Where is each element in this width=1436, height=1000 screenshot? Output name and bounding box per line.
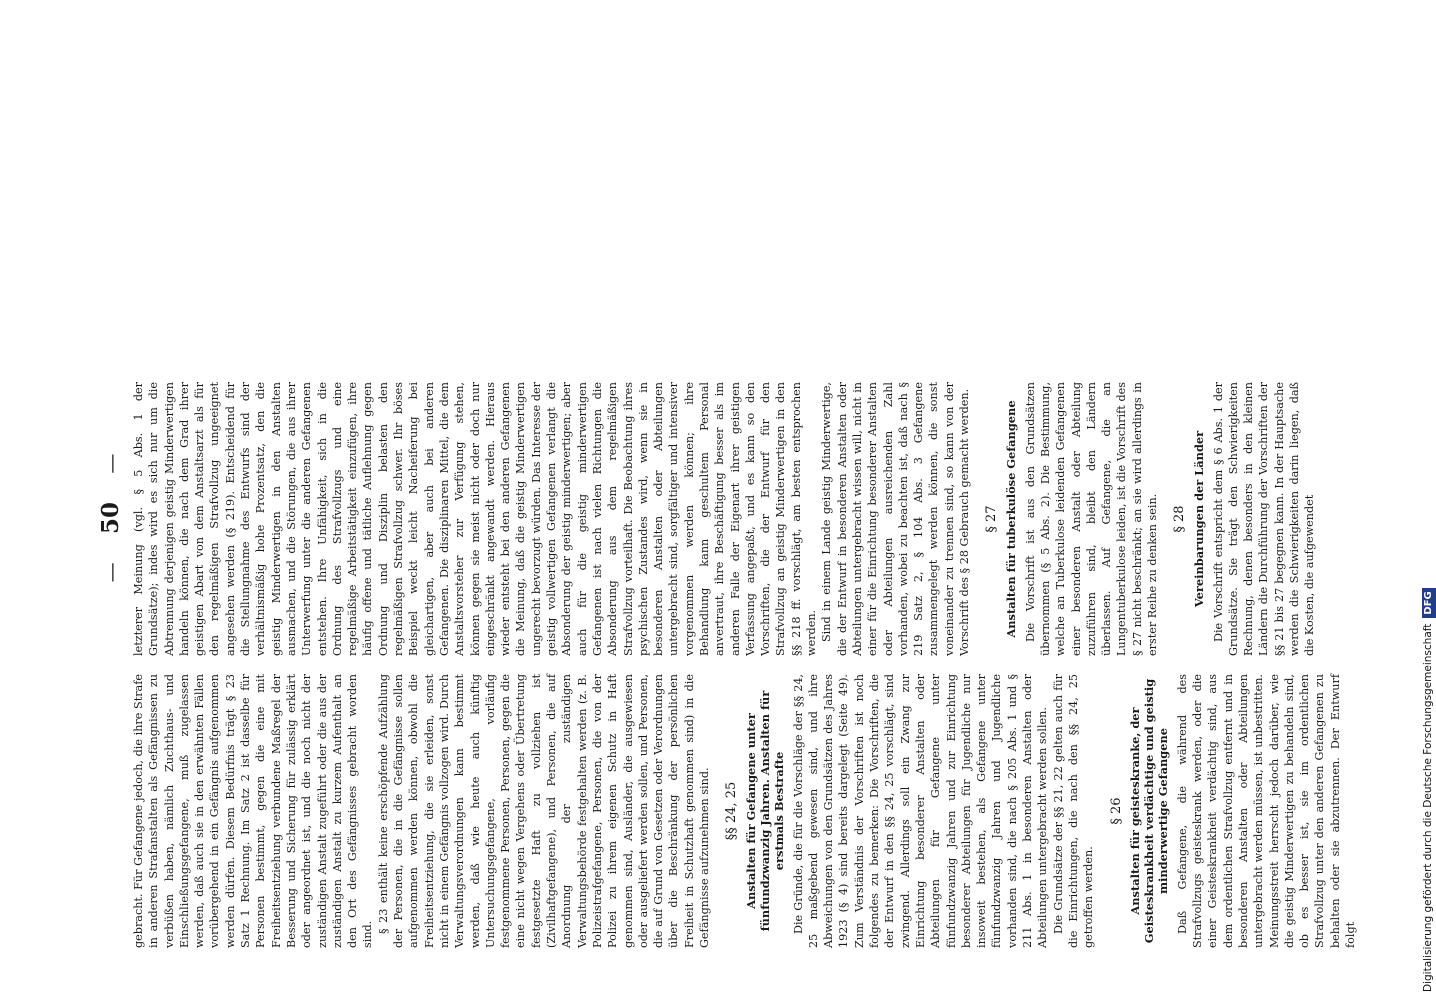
dfg-logo: DFG — [1422, 588, 1436, 617]
paragraph: Daß Gefangene, die während des Strafvollzugs geisteskrank werden, oder die einer Geisteskrankheit verdächtig sind, aus dem ordentlichen Strafvollzug entfernt und in besonderen Anstalten oder Abteilungen untergebracht werden müssen, ist unbestritten. Meinungsstreit herrscht jedoch darüber, wie die geistig Minderwertigen zu behandeln sind, ob es besser ist, sie im ordentlichen Strafvollzug unter den anderen Gefangenen zu behalten oder sie abzutrennen. Der Entwurf folgt — [1175, 674, 1358, 948]
paragraph: letzterer Meinung (vgl. § 5 Abs. 1 der Grundsätze); indes wird es sich nur um die Abtrennung derjenigen geistig Minderwertigen handeln können, die nach dem Grad ihrer geistigen Abart von dem Anstaltsarzt als für den regelmäßigen Strafvollzug ungeeignet angesehen werden (§ 219). Entscheidend für die Stellungnahme des Entwurfs sind der verhältnismäßig hohe Prozentsatz, den die geistig Minderwertigen in den Anstalten ausmachen, und die Störungen, die aus ihrer Unterwerfung unter die anderen Gefangenen entstehen. Ihre Unfähigkeit, sich in die Ordnung des Strafvollzugs und eine regelmäßige Arbeitstätigkeit einzufügen, ihre häufig offene und tätliche Auflehnung gegen Ordnung und Disziplin belasten den regelmäßigen Strafvollzug schwer. Ihr böses Beispiel weckt leicht Nacheiferung bei gleichartigen, aber auch bei anderen Gefangenen. Die disziplinaren Mittel, die dem Anstaltsvorsteher zur Verfügung stehen, können gegen sie meist nicht oder doch nur eingeschränkt angewandt werden. Hieraus wieder entsteht bei den anderen Gefangenen die Meinung, daß die geistig Minderwertigen ungerecht bevorzugt würden. Das Interesse der geistig vollwertigen Gefangenen verlangt die Absonderung der geistig minderwertigen; aber auch für die geistig minderwertigen Gefangenen ist nach vielen Richtungen die Absonderung aus dem regelmäßigen Strafvollzug vorteilhaft. Die Beobachtung ihres psychischen Zustandes wird, wenn sie in besonderen Anstalten oder Abteilungen untergebracht sind, sorgfältiger und intensiver vorgenommen werden können; ihre Behandlung kann geschultem Personal anvertraut, ihre Beschäftigung besser als im anderen Falle der Eigenart ihrer geistigen Verfassung angepaßt, und es kann so den Vorschriften, die der Entwurf für den Strafvollzug an geistig Minderwertigen in den §§ 218 ff. vorschlägt, am besten entsprochen werden. — [132, 382, 819, 656]
text-column-right — [131, 382, 1317, 656]
section-heading: Anstalten für geisteskranke, der Geisteskrankheit verdächtige und geistig minderwertige Gefangene — [1127, 678, 1170, 944]
paragraph: Die Grundsätze der §§ 21, 22 gelten auch für die Einrichtungen, die nach den §§ 24, 25 getroffen werden. — [1051, 674, 1096, 948]
section-heading: Anstalten für tuberkulöse Gefangene — [1003, 400, 1018, 638]
header-dash-left: — — [99, 562, 123, 583]
section-heading: Vereinbarungen der Länder — [1191, 430, 1206, 608]
paragraph: Sind in einem Lande geistig Minderwertige, die der Entwurf in besonderen Anstalten oder Abteilungen untergebracht wissen will, nicht in einer für die Einrichtung besonderer Anstalten oder Abteilungen ausreichenden Zahl vorhanden, wobei zu beachten ist, daß nach § 219 Satz 2, § 104 Abs. 3 Gefangene zusammengelegt werden können, die sonst voneinander zu trennen sind, so kann von der Vorschrift des § 28 Gebrauch gemacht werden. — [820, 382, 972, 656]
page-number: 50 — [97, 502, 124, 535]
text-columns — [131, 88, 1358, 948]
paragraph: Die Gründe, die für die Vorschläge der §§ 24, 25 maßgebend gewesen sind, und ihre Abweichungen von den Grundsätzen des Jahres 1923 (§ 4) sind bereits dargelegt (Seite 49). Zum Verständnis der Vorschriften ist noch folgendes zu bemerken: Die Vorschriften, die der Entwurf in den §§ 24, 25 vorschlägt, sind zwingend. Allerdings soll ein Zwang zur Einrichtung besonderer Anstalten oder Abteilungen für Gefangene unter fünfundzwanzig Jahren und zur Einrichtung besonderer Abteilungen für Jugendliche nur insoweit bestehen, als Gefangene unter fünfundzwanzig Jahren und Jugendliche vorhanden sind, die nach § 205 Abs. 1 und § 211 Abs. 1 in besonderen Anstalten oder Abteilungen untergebracht werden sollen. — [791, 674, 1050, 948]
section-number: § 28 — [1172, 505, 1188, 533]
paragraph: gebracht. Für Gefangene jedoch, die ihre Strafe in anderen Strafanstalten als Gefängnissen zu verbüßen haben, nämlich Zuchthaus- und Einschließungsgefangene, muß zugelassen werden, daß auch sie in den erwähnten Fällen vorübergehend in ein Gefängnis aufgenommen werden dürfen. Diesem Bedürfnis trägt § 23 Satz 1 Rechnung. Im Satz 2 ist dasselbe für Personen bestimmt, gegen die eine mit Freiheitsentziehung verbundene Maßregel der Besserung und Sicherung für zulässig erklärt oder angeordnet ist, und die noch nicht der zuständigen Anstalt zugeführt oder die aus der zuständigen Anstalt zu kurzem Aufenthalt an den Ort des Gefängnisses gebracht worden sind. — [132, 674, 375, 948]
section-heading: Anstalten für Gefangene unter fünfundzwanzig Jahren. Anstalten für erstmals Bestrafte — [743, 690, 786, 932]
text-column-left — [131, 674, 1358, 948]
rotated-page — [91, 88, 1358, 948]
digitization-note: Digitalisierung gefördert durch die Deutsche Forschungsgemeinschaft — [1422, 623, 1434, 992]
paragraph: § 23 enthält keine erschöpfende Aufzählung der Personen, die in die Gefängnisse sollen aufgenommen werden können, obwohl die Freiheitsentziehung, die sie erleiden, sonst nicht in einem Gefängnis vollzogen wird. Durch Verwaltungsverordnungen kann bestimmt werden, daß wie heute auch künftig Untersuchungsgefangene, vorläufig festgenommene Personen, Personen, gegen die eine nicht wegen Vergehens oder Übertretung festgesetzte Haft zu vollziehen ist (Zivilhaftgefangene), und Personen, die auf Anordnung der zuständigen Verwaltungsbehörde festgehalten werden (z. B. Polizeistrafgefangene, Personen, die von der Polizei zu ihrem eigenen Schutz in Haft genommen sind, Ausländer, die ausgewiesen oder ausgeliefert werden sollen, und Personen, die auf Grund von Gesetzen oder Verordnungen über die Beschränkung der persönlichen Freiheit in Schutzhaft genommen sind) in die Gefängnisse aufzunehmen sind. — [376, 674, 711, 948]
paragraph: Die Vorschrift ist aus den Grundsätzen übernommen (§ 5 Abs. 2). Die Bestimmung, welche an Tuberkulose leidenden Gefangenen einer besonderen Anstalt oder Abteilung zuzuführen sind, bleibt den Ländern überlassen. Auf Gefangene, die an Lungentuberkulose leiden, ist die Vorschrift des § 27 nicht beschränkt; an sie wird allerdings in erster Reihe zu denken sein. — [1023, 382, 1159, 656]
section-number: § 26 — [1108, 797, 1124, 825]
section-number: §§ 24, 25 — [724, 781, 740, 841]
page-header — [91, 88, 131, 948]
paragraph: Die Vorschrift entspricht dem § 6 Abs. 1 der Grundsätze. Sie trägt den Schwierigkeiten Rechnung, denen besonders in den kleinen Ländern die Durchführung der Vorschriften der §§ 21 bis 27 begegnen kann. In der Hauptsache werden die Schwierigkeiten darin liegen, daß die Kosten, die aufgewendet — [1211, 382, 1317, 656]
header-dash-right: — — [99, 453, 123, 474]
digitization-credit — [1421, 12, 1435, 992]
section-number: § 27 — [984, 505, 1000, 533]
